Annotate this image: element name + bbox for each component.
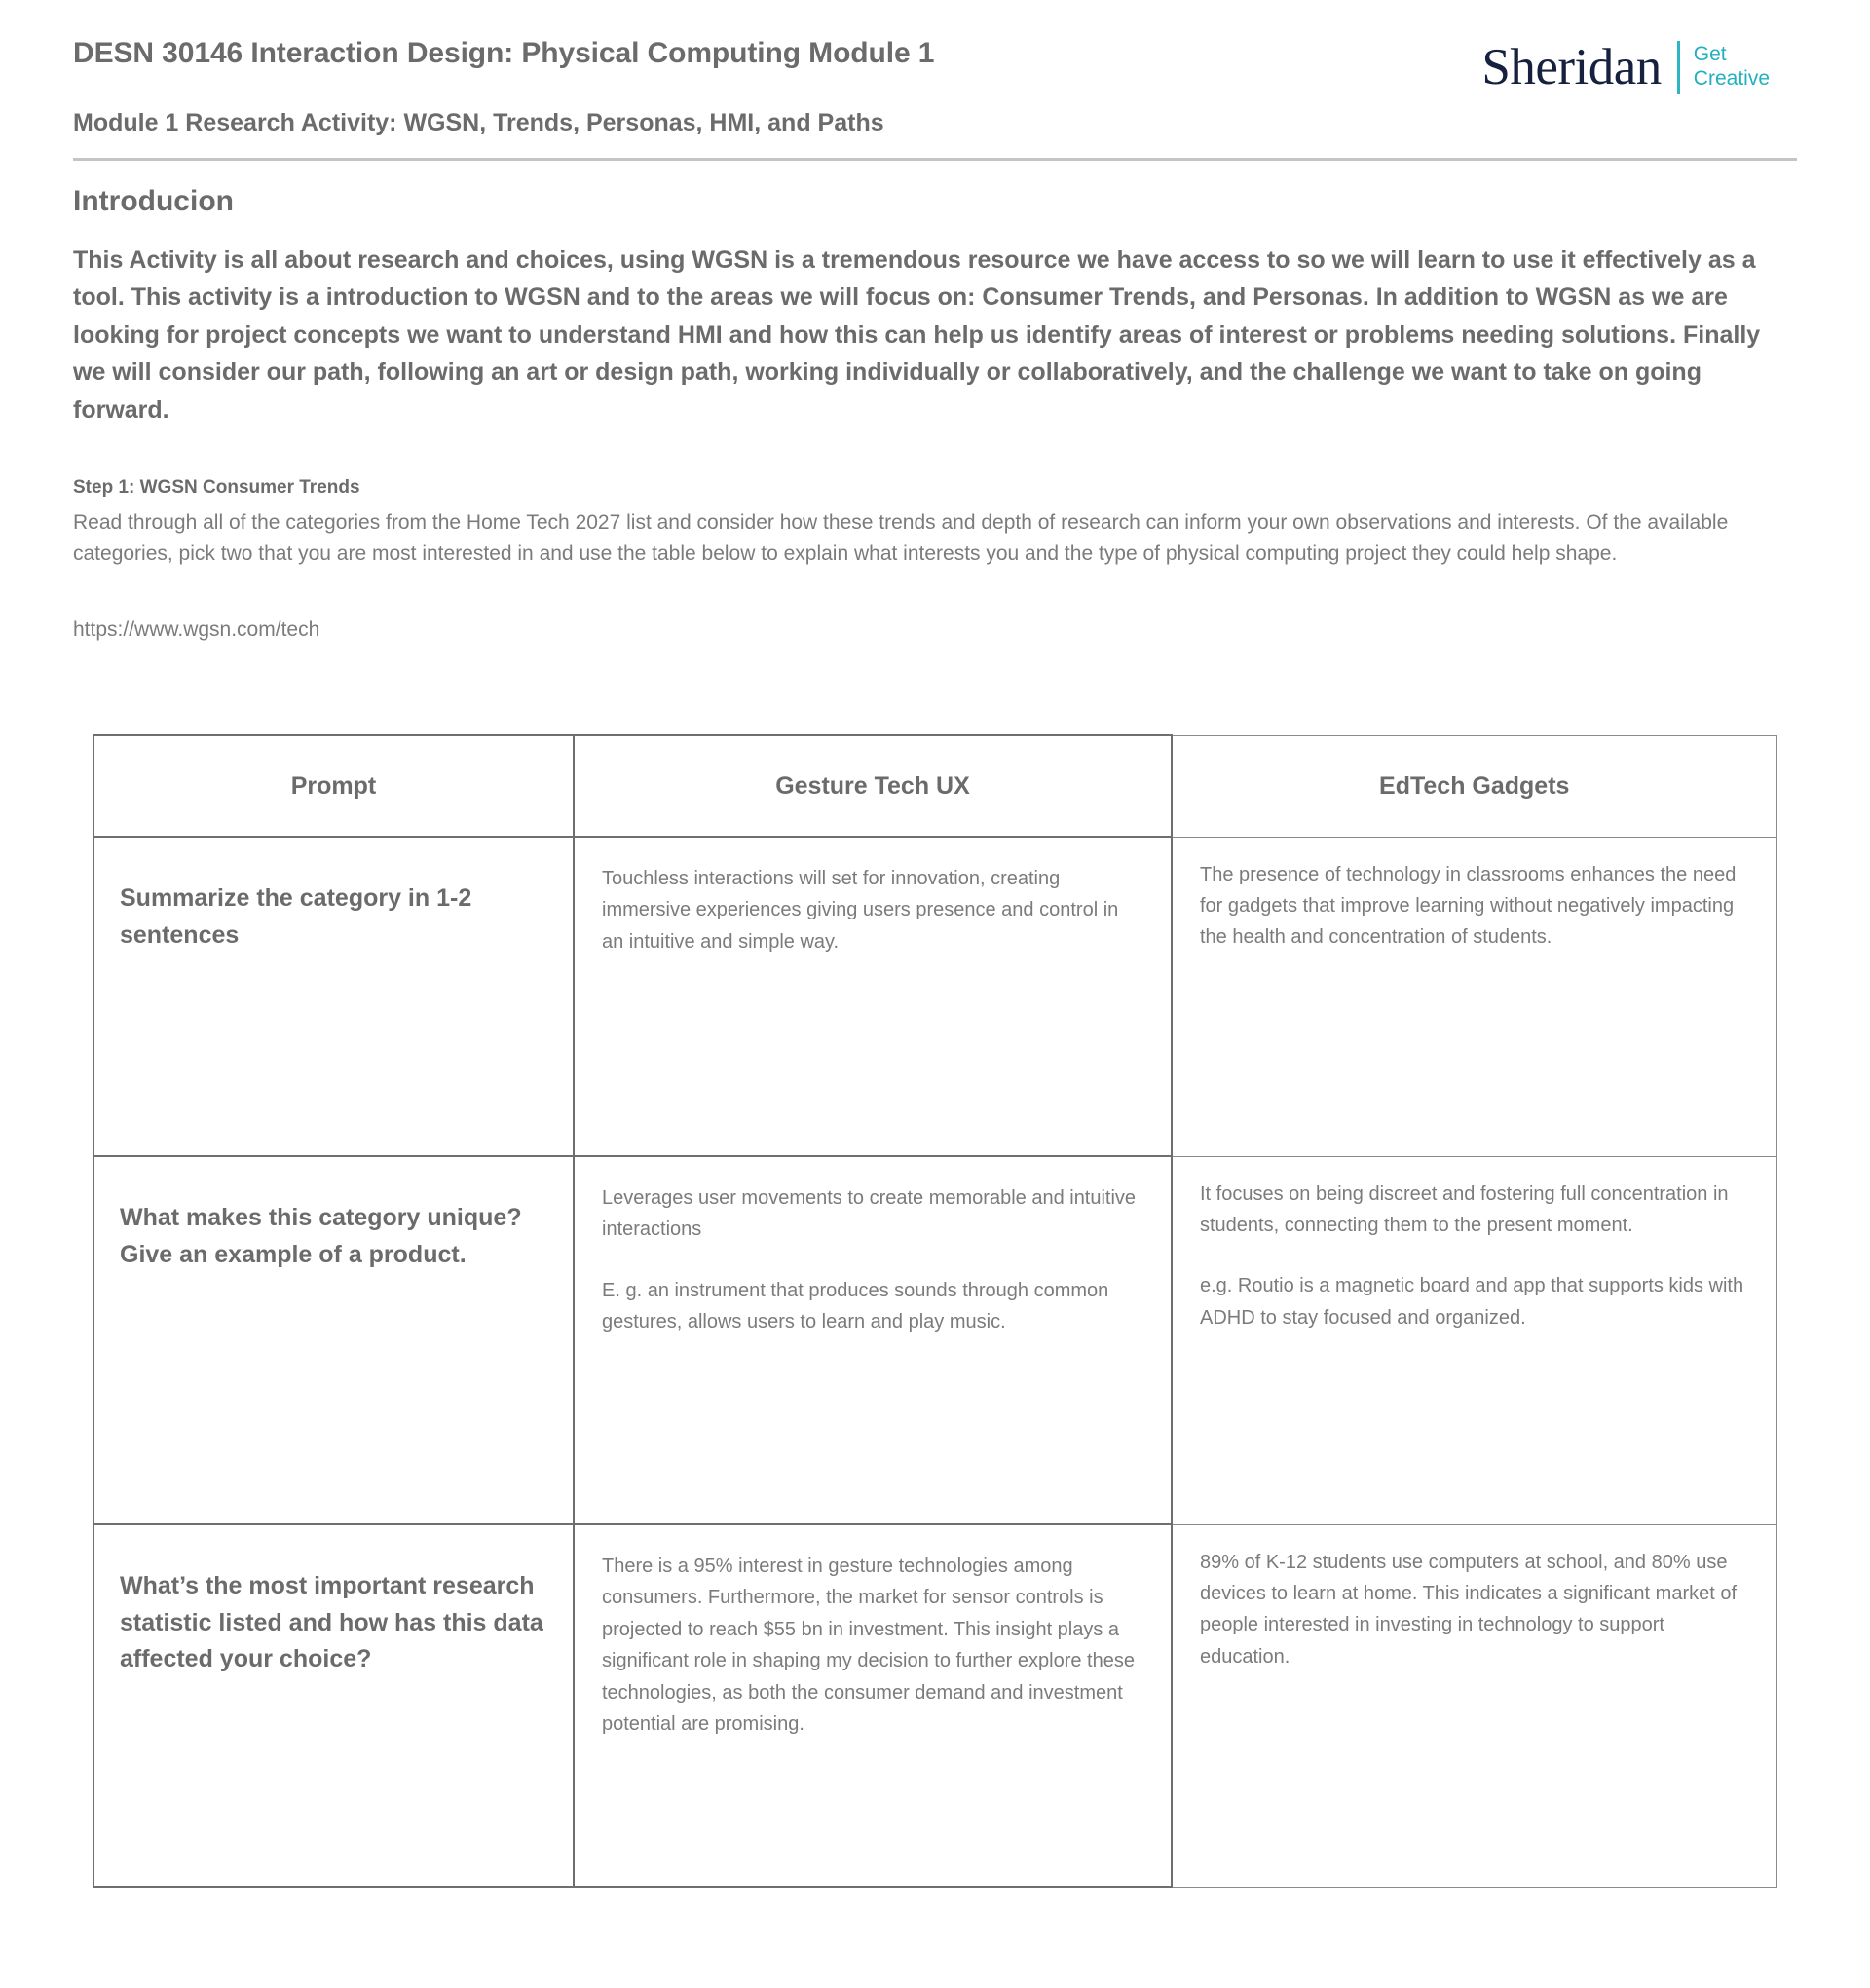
answer-cell-edtech-gadgets [1172, 837, 1776, 1156]
answer-paragraph: 89% of K-12 students use computers at school, and 80% use devices to learn at home. This indicates a significant market of people interested in investing in technology to support education. [1200, 1551, 1738, 1668]
sheridan-logo [1481, 38, 1770, 95]
page-title: DESN 30146 Interaction Design: Physical Computing Module 1 [73, 37, 935, 69]
column-header-category-2: EdTech Gadgets [1172, 735, 1776, 837]
answer-paragraph: There is a 95% interest in gesture technologies among consumers. Furthermore, the market for sensor controls is projected to reach $55 bn in investment. This insight plays a significant role in shaping my decision to further explore these technologies, as both the consumer demand and investment potential are promising. [602, 1556, 1135, 1735]
sheridan-tagline [1694, 43, 1770, 92]
table-row [94, 1524, 1776, 1887]
table-row [94, 837, 1776, 1156]
answer-paragraph: E. g. an instrument that produces sounds through common gestures, allows users to learn and play music. [602, 1279, 1109, 1333]
tagline-line-2: Creative [1693, 67, 1770, 90]
introduction-heading: Introducion [73, 184, 234, 217]
research-table-wrapper [93, 734, 1776, 1888]
introduction-paragraph: This Activity is all about research and choices, using WGSN is a tremendous resource we have access to so we will learn to use it effectively as a tool. This activity is a introduction to WGSN and to the areas we will focus on: Consumer Trends, and Personas. In addition to WGSN as we are looking for project concepts we want to understand HMI and how this can help us identify areas of interest or problems needing solutions. Finally we will consider our path, following an art or design path, working individually or collaboratively, and the challenge we want to take on going forward. [73, 245, 1761, 424]
answer-cell-gesture-tech-ux [574, 1524, 1172, 1887]
prompt-cell: What makes this category unique? Give an example of a product. [94, 1156, 574, 1524]
header-titles [73, 33, 934, 140]
step1-body: Read through all of the categories from the Home Tech 2027 list and consider how these trends and depth of research can inform your own observations and interests. Of the available categories, pick two that you are most interested in and use the table below to explain what interests you and the type of physical computing project they could help shape. [73, 510, 1729, 565]
column-header-prompt: Prompt [94, 735, 574, 837]
document-body [0, 182, 1870, 1888]
column-header-category-1: Gesture Tech UX [574, 735, 1172, 837]
answer-paragraph: The presence of technology in classrooms enhances the need for gadgets that improve learning without negatively impacting the health and concentration of students. [1200, 863, 1737, 949]
research-table [93, 734, 1777, 1888]
answer-cell-gesture-tech-ux [574, 1156, 1172, 1524]
table-header-row [94, 735, 1776, 837]
tagline-line-1: Get [1693, 43, 1727, 66]
answer-paragraph: It focuses on being discreet and fostering full concentration in students, connecting them to the present moment. [1200, 1182, 1729, 1236]
answer-paragraph: Touchless interactions will set for innovation, creating immersive experiences giving users presence and control in an intuitive and simple way. [602, 868, 1119, 953]
answer-cell-edtech-gadgets [1172, 1156, 1776, 1524]
answer-paragraph: e.g. Routio is a magnetic board and app that supports kids with ADHD to stay focused and organized. [1200, 1275, 1744, 1329]
answer-cell-gesture-tech-ux [574, 837, 1172, 1156]
prompt-cell: Summarize the category in 1-2 sentences [94, 837, 574, 1156]
prompt-cell: What’s the most important research statistic listed and how has this data affected your choice? [94, 1524, 574, 1887]
table-row [94, 1156, 1776, 1524]
sheridan-wordmark: Sheridan [1481, 38, 1662, 95]
wgsn-link: https://www.wgsn.com/tech [73, 618, 320, 641]
answer-paragraph: Leverages user movements to create memorable and intuitive interactions [602, 1187, 1137, 1241]
document-header [0, 0, 1870, 140]
header-divider [73, 158, 1797, 161]
activity-title: Module 1 Research Activity: WGSN, Trends, Personas, HMI, and Paths [73, 108, 884, 136]
step1-title: Step 1: WGSN Consumer Trends [73, 477, 360, 499]
answer-cell-edtech-gadgets [1172, 1524, 1776, 1887]
logo-divider-rule [1677, 41, 1680, 94]
